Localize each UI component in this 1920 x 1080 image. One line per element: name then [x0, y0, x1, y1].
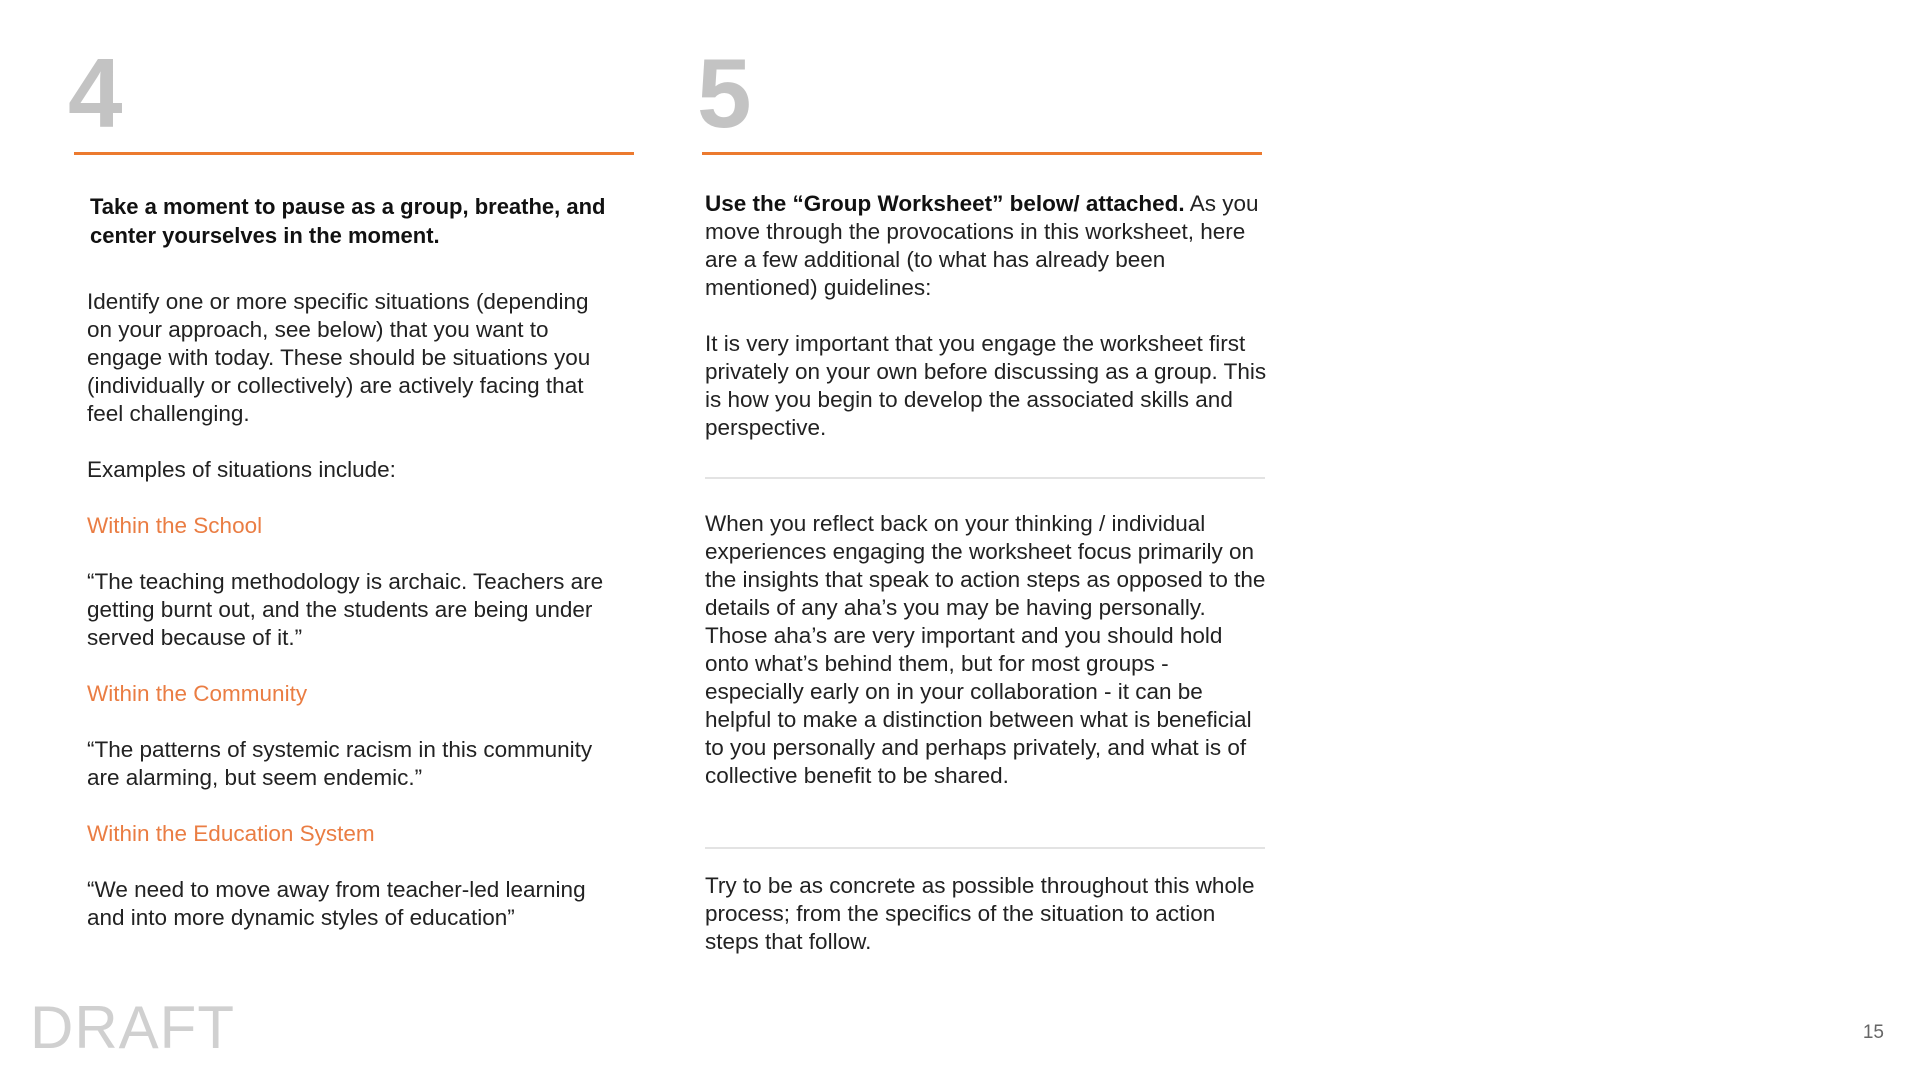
section-divider-1	[705, 477, 1265, 479]
step-number-5: 5	[697, 38, 750, 148]
step-4-divider	[74, 152, 634, 155]
draft-watermark: DRAFT	[30, 994, 235, 1061]
examples-label: Examples of situations include:	[87, 457, 396, 482]
step-4-intro: Take a moment to pause as a group, breathe, and center yourselves in the moment.	[90, 194, 606, 248]
example-heading-education-system: Within the Education System	[87, 821, 375, 846]
page-number: 15	[1862, 1022, 1884, 1043]
step-number-4: 4	[68, 38, 121, 148]
example-quote-education-system: “We need to move away from teacher-led learning and into more dynamic styles of education”	[87, 877, 586, 930]
example-heading-school: Within the School	[87, 513, 263, 538]
example-quote-community: “The patterns of systemic racism in this community are alarming, but seem endemic.”	[87, 737, 593, 790]
step-5-divider	[702, 152, 1262, 155]
concrete-paragraph: Try to be as concrete as possible throughout this whole process; from the specifics of the situation to action steps that follow.	[705, 873, 1255, 954]
section-divider-2	[705, 847, 1265, 849]
example-quote-school: “The teaching methodology is archaic. Teachers are getting burnt out, and the students are being under served because of it.”	[87, 569, 604, 650]
private-engagement-paragraph: It is very important that you engage the worksheet first privately on your own before discussing as a group. This is how you begin to develop the associated skills and perspective.	[705, 331, 1267, 440]
identify-paragraph: Identify one or more specific situations (depending on your approach, see below) that you want to engage with today. These should be situations you (individually or collectively) are actively facing that feel challenging.	[87, 289, 591, 426]
worksheet-instruction: Use the “Group Worksheet” below/ attached.	[705, 191, 1185, 216]
example-heading-community: Within the Community	[87, 681, 308, 706]
step-5-intro	[705, 190, 1270, 442]
worksheet-guidelines: As you move through the provocations in this worksheet, here are a few additional (to what has already been mentioned) guidelines:	[705, 191, 1259, 300]
reflection-paragraph: When you reflect back on your thinking / individual experiences engaging the worksheet focus primarily on the insights that speak to action steps as opposed to the details of any aha’s you may be having personally. Those aha’s are very important and you should hold onto what’s behind them, but for most groups - especially early on in your collaboration - it can be helpful to make a distinction between what is beneficial to you personally and perhaps privately, and what is of collective benefit to be shared.	[705, 511, 1266, 788]
step-4-content	[87, 288, 617, 932]
